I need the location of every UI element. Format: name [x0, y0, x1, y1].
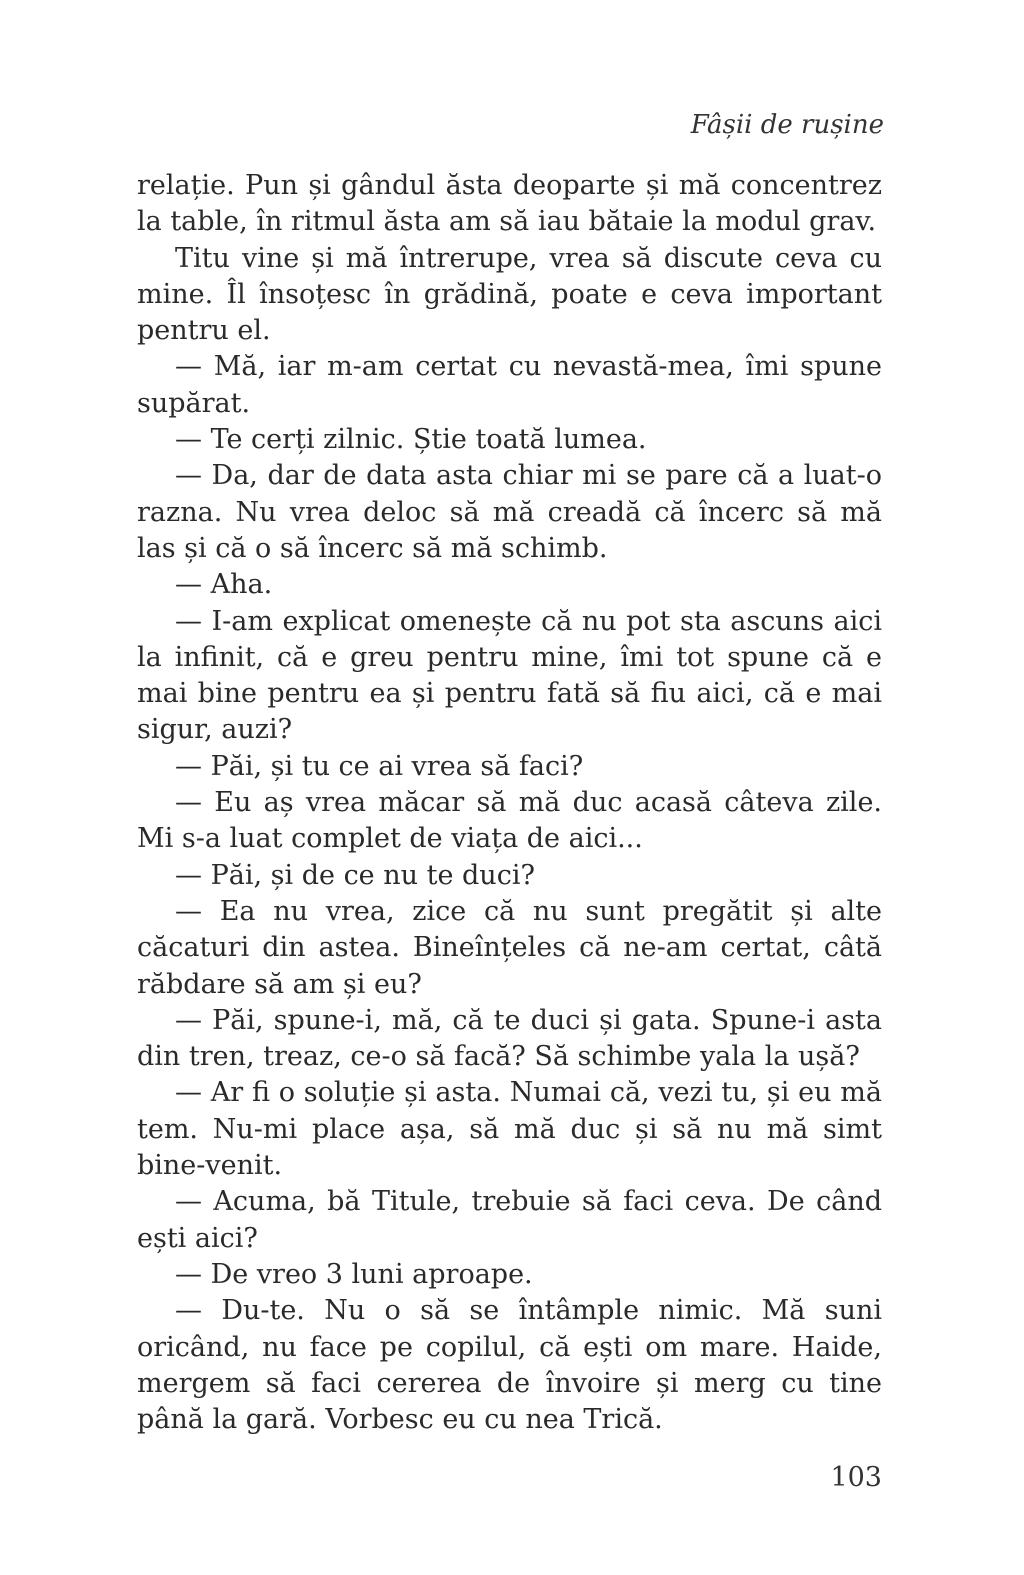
page-number: 103: [830, 1462, 882, 1493]
dialogue-line: — Du-te. Nu o să se întâmple nimic. Mă suni oricând, nu face pe copilul, că ești om mare. Haide, mergem să faci cererea de învoire și merg cu tine până la gară. Vorbesc eu cu nea Trică.: [137, 1295, 882, 1436]
dialogue-line: — Ea nu vrea, zice că nu sunt pregătit și alte căcaturi din astea. Bineînțeles că ne-am certat, câtă răbdare să am și eu?: [137, 895, 882, 1000]
dialogue-line: — Ar fi o soluție și asta. Numai că, vezi tu, și eu mă tem. Nu-mi place așa, să mă duc și să nu mă simt bine-venit.: [137, 1077, 882, 1182]
dialogue-line: — Da, dar de data asta chiar mi se pare că a luat-o razna. Nu vrea deloc să mă creadă că încerc să mă las și că o să încerc să mă schimb.: [137, 460, 882, 564]
dialogue-line: — Aha.: [175, 569, 273, 601]
running-header: Fâșii de rușine: [690, 110, 884, 140]
dialogue-line: — Păi, și tu ce ai vrea să faci?: [175, 750, 584, 782]
dialogue-line: — Acuma, bă Titule, trebuie să faci ceva. De când ești aici?: [137, 1186, 882, 1254]
dialogue-line: — Păi, și de ce nu te duci?: [175, 859, 535, 891]
dialogue-line: — Păi, spune-i, mă, că te duci și gata. Spune-i asta din tren, treaz, ce-o să facă? Să schimbe yala la ușă?: [137, 1004, 882, 1073]
dialogue-line: — I-am explicat omenește că nu pot sta ascuns aici la infinit, că e greu pentru mine, îmi tot spune că e mai bine pentru ea și pentru fată să fiu aici, că e mai sigur, auzi?: [137, 605, 882, 746]
dialogue-line: — Mă, iar m-am certat cu nevastă-mea, îmi spune supărat.: [137, 351, 882, 419]
paragraph: relație. Pun și gândul ăsta deoparte și mă concentrez la table, în ritmul ăsta am să iau bătaie la modul grav.: [137, 170, 882, 238]
dialogue-line: — Eu aș vrea măcar să mă duc acasă câteva zile. Mi s-a luat complet de viața de aici...: [137, 787, 882, 855]
body-text: [137, 168, 882, 1438]
paragraph: Titu vine și mă întrerupe, vrea să discute ceva cu mine. Îl însoțesc în grădină, poate e ceva important pentru el.: [137, 242, 882, 347]
dialogue-line: — De vreo 3 luni aproape.: [175, 1258, 533, 1290]
dialogue-line: — Te cerți zilnic. Știe toată lumea.: [175, 424, 647, 456]
